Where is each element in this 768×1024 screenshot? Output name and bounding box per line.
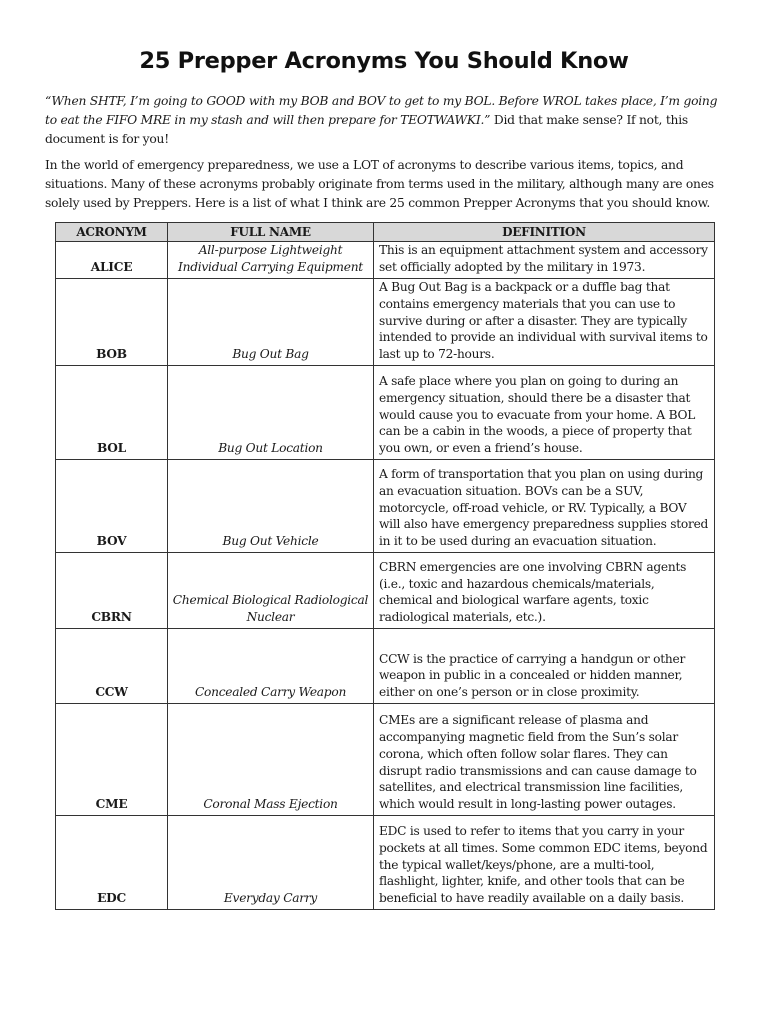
full-name-cell: Concealed Carry Weapon bbox=[168, 628, 374, 703]
header-definition: DEFINITION bbox=[374, 223, 715, 242]
acronym-cell: BOB bbox=[56, 279, 168, 366]
table-row bbox=[56, 459, 715, 552]
definition-cell: EDC is used to refer to items that you carry in your pockets at all times. Some common EDC items, beyond the typical wallet/keys/phone, are a multi-tool, flashlight, lighter, knife, and other tools that can be beneficial to have readily available on a daily basis. bbox=[374, 815, 715, 909]
page-title: 25 Prepper Acronyms You Should Know bbox=[139, 48, 629, 74]
full-name-cell: Bug Out Vehicle bbox=[168, 459, 374, 552]
body-paragraph: In the world of emergency preparedness, we use a LOT of acronyms to describe various items, topics, and situations. Many of these acronyms probably originate from terms used in the military, although many are ones solely used by Preppers. Here is a list of what I think are 25 common Prepper Acronyms that you should know. bbox=[45, 158, 714, 210]
acronym-table bbox=[55, 222, 715, 910]
table-row bbox=[56, 815, 715, 909]
definition-cell: A safe place where you plan on going to during an emergency situation, should there be a disaster that would cause you to evacuate from your home. A BOL can be a cabin in the woods, a piece of property that you own, or even a friend’s house. bbox=[374, 365, 715, 459]
acronym-cell: BOL bbox=[56, 365, 168, 459]
full-name-cell: Everyday Carry bbox=[168, 815, 374, 909]
acronym-cell: BOV bbox=[56, 459, 168, 552]
header-acronym: ACRONYM bbox=[56, 223, 168, 242]
intro-paragraph bbox=[45, 92, 725, 149]
definition-cell: CBRN emergencies are one involving CBRN agents (i.e., toxic and hazardous chemicals/materials, chemical and biological warfare agents, toxic radiological materials, etc.). bbox=[374, 552, 715, 628]
acronym-cell: CBRN bbox=[56, 552, 168, 628]
definition-cell: CMEs are a significant release of plasma and accompanying magnetic field from the Sun’s solar corona, which often follow solar flares. They can disrupt radio transmissions and can cause damage to satellites, and electrical transmission line facilities, which would result in long-lasting power outages. bbox=[374, 703, 715, 815]
full-name-cell: All-purpose Lightweight Individual Carrying Equipment bbox=[168, 242, 374, 279]
acronym-cell: CCW bbox=[56, 628, 168, 703]
acronym-cell: ALICE bbox=[56, 242, 168, 279]
table-row bbox=[56, 628, 715, 703]
table-row bbox=[56, 365, 715, 459]
definition-cell: CCW is the practice of carrying a handgun or other weapon in public in a concealed or hidden manner, either on one’s person or in close proximity. bbox=[374, 628, 715, 703]
acronym-cell: CME bbox=[56, 703, 168, 815]
table-row bbox=[56, 703, 715, 815]
full-name-cell: Coronal Mass Ejection bbox=[168, 703, 374, 815]
full-name-cell: Bug Out Location bbox=[168, 365, 374, 459]
acronym-cell: EDC bbox=[56, 815, 168, 909]
intro-quote: “When SHTF, I’m going to GOOD with my BOB and BOV to get to my BOL. Before WROL takes place, I’m going to eat the FIFO MRE in my stash and will then prepare for TEOTWAWKI.” bbox=[45, 94, 718, 127]
intro-followup: Did that make sense? If not, this document is for you! bbox=[45, 113, 688, 146]
full-name-cell: Chemical Biological Radiological Nuclear bbox=[168, 552, 374, 628]
definition-cell: A Bug Out Bag is a backpack or a duffle bag that contains emergency materials that you can use to survive during or after a disaster. They are typically intended to provide an individual with survival items to last up to 72-hours. bbox=[374, 279, 715, 366]
table-row bbox=[56, 552, 715, 628]
header-full-name: FULL NAME bbox=[168, 223, 374, 242]
definition-cell: A form of transportation that you plan on using during an evacuation situation. BOVs can be a SUV, motorcycle, off-road vehicle, or RV. Typically, a BOV will also have emergency preparedness supplies stored in it to be used during an evacuation situation. bbox=[374, 459, 715, 552]
table-row bbox=[56, 279, 715, 366]
full-name-cell: Bug Out Bag bbox=[168, 279, 374, 366]
table-header-row bbox=[56, 223, 715, 242]
table-row bbox=[56, 242, 715, 279]
definition-cell: This is an equipment attachment system and accessory set officially adopted by the military in 1973. bbox=[374, 242, 715, 279]
